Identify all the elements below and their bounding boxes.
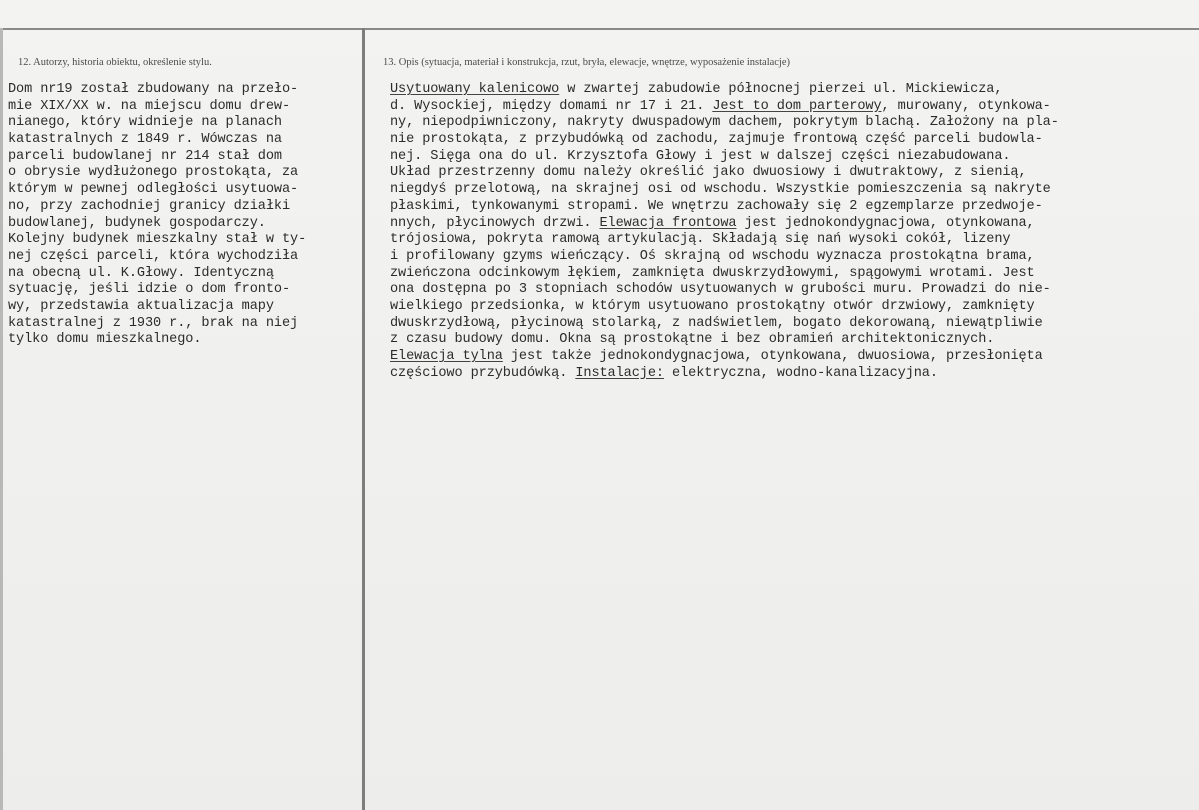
header-divider-line — [3, 28, 1199, 30]
history-text-line: Kolejny budynek mieszkalny stał w ty- — [8, 232, 307, 248]
description-text-segment: zwieńczona odcinkowym łękiem, zamknięta dwuskrzydłowymi, spągowymi wrotami. Jest — [390, 265, 1035, 281]
description-text-line — [390, 332, 1195, 349]
history-text-line: tylko domu mieszkalnego. — [8, 332, 202, 348]
description-text-segment: , murowany, otynkowa- — [881, 98, 1051, 114]
description-text-line — [390, 115, 1195, 132]
description-text-line — [390, 232, 1195, 249]
history-text-line: nej części parceli, która wychodziła — [8, 248, 299, 264]
section-12-heading: 12. Autorzy, historia obiektu, określenie stylu. — [18, 57, 212, 68]
history-text-line: Dom nr19 został zbudowany na przeło- — [8, 82, 299, 97]
description-text-segment: nie prostokąta, z przybudówką od zachodu, zajmuje frontową część parceli budowla- — [390, 132, 1043, 148]
description-text-segment: ona dostępna po 3 stopniach schodów usytuowanych w grubości muru. Prowadzi do nie- — [390, 282, 1051, 298]
description-text-segment: niegdyś przelotową, na skrajnej osi od wschodu. Wszystkie pomieszczenia są nakryte — [390, 182, 1051, 198]
history-text-line: sytuację, jeśli idzie o dom fronto- — [8, 282, 291, 298]
card-left-edge — [0, 28, 3, 810]
description-text-line — [390, 216, 1195, 233]
description-text-segment: elektryczna, wodno-kanalizacyjna. — [663, 365, 938, 381]
history-text-line: którym w pewnej odległości usytuowa- — [8, 182, 299, 198]
description-text-line — [390, 249, 1195, 266]
description-text-segment: d. Wysockiej, między domami nr 17 i 21. — [390, 98, 713, 114]
underlined-heading-phrase: Usytuowany kalenicowo — [390, 82, 560, 97]
underlined-heading-phrase: Jest to dom parterowy — [712, 98, 882, 114]
description-text-segment: częściowo przybudówką. — [390, 365, 576, 381]
description-text-segment: jest jednokondygnacjowa, otynkowana, — [736, 215, 1035, 231]
history-text-line: no, przy zachodniej granicy działki — [8, 198, 291, 214]
description-text-line — [390, 299, 1195, 316]
description-text-column — [390, 82, 1195, 382]
description-text-segment: z czasu budowy domu. Okna są prostokątne i bez obramień architektonicznych. — [390, 332, 995, 348]
underlined-heading-phrase: Elewacja tylna — [390, 349, 503, 364]
description-text-segment: nnych, płycinowych drzwi. — [390, 215, 600, 231]
history-text-line: wy, przedstawia aktualizacja mapy — [8, 298, 274, 314]
description-text-line — [390, 165, 1195, 182]
description-text-line — [390, 282, 1195, 299]
history-text-line: nianego, który widnieje na planach — [8, 115, 282, 131]
description-text-line — [390, 132, 1195, 149]
section-13-heading: 13. Opis (sytuacja, materiał i konstrukcja, rzut, bryła, elewacje, wnętrze, wyposażenie instalacje) — [383, 57, 791, 68]
description-text-line — [390, 366, 1195, 383]
history-text-line: na obecną ul. K.Głowy. Identyczną — [8, 265, 274, 281]
history-text-line: budowlanej, budynek gospodarczy. — [8, 215, 266, 231]
description-text-segment: w zwartej zabudowie północnej pierzei ul. Mickiewicza, — [559, 82, 1003, 97]
description-text-segment: i profilowany gzyms wieńczący. Oś skrajną od wschodu wyznacza prostokątna brama, — [390, 248, 1035, 264]
history-text-line: o obrysie wydłużonego prostokąta, za — [8, 165, 299, 181]
description-text-segment: nej. Sięga ona do ul. Krzysztofa Głowy i jest w dalszej części niezabudowana. — [390, 148, 1011, 164]
description-text-segment: ny, niepodpiwniczony, nakryty dwuspadowym dachem, pokrytym blachą. Założony na pla- — [390, 115, 1059, 131]
description-text-segment: trójosiowa, pokryta ramową artykulacją. Składają się nań wysoki cokół, lizeny — [390, 232, 1011, 248]
description-text-line — [390, 149, 1195, 166]
description-text-segment: dwuskrzydłową, płycinową stolarką, z nadświetlem, bogato dekorowaną, niewątpliwie — [390, 315, 1043, 331]
history-text-column — [8, 82, 360, 349]
description-text-line — [390, 266, 1195, 283]
description-text-line — [390, 199, 1195, 216]
description-text-segment: jest także jednokondygnacjowa, otynkowana, dwuosiowa, przesłonięta — [502, 349, 1043, 364]
description-text-segment: wielkiego przedsionka, w którym usytuowano prostokątny otwór drzwiowy, zamknięty — [390, 298, 1035, 314]
column-divider-line — [362, 28, 365, 810]
description-text-line — [390, 82, 1195, 99]
description-text-line — [390, 349, 1195, 366]
underlined-heading-phrase: Instalacje: — [575, 365, 664, 381]
description-text-segment: płaskimi, tynkowanymi stropami. We wnętrzu zachowały się 2 egzemplarze przedwoje- — [390, 198, 1043, 214]
description-text-line — [390, 99, 1195, 116]
history-text-line: katastralnych z 1849 r. Wówczas na — [8, 132, 282, 148]
underlined-heading-phrase: Elewacja frontowa — [599, 215, 737, 231]
history-text-line: parceli budowlanej nr 214 stał dom — [8, 148, 282, 164]
history-text-line: mie XIX/XX w. na miejscu domu drew- — [8, 98, 291, 114]
description-text-line — [390, 182, 1195, 199]
description-text-segment: Układ przestrzenny domu należy określić jako dwuosiowy i dwutraktowy, z sienią, — [390, 165, 1027, 181]
history-text-line: katastralnej z 1930 r., brak na niej — [8, 315, 299, 331]
description-text-line — [390, 316, 1195, 333]
